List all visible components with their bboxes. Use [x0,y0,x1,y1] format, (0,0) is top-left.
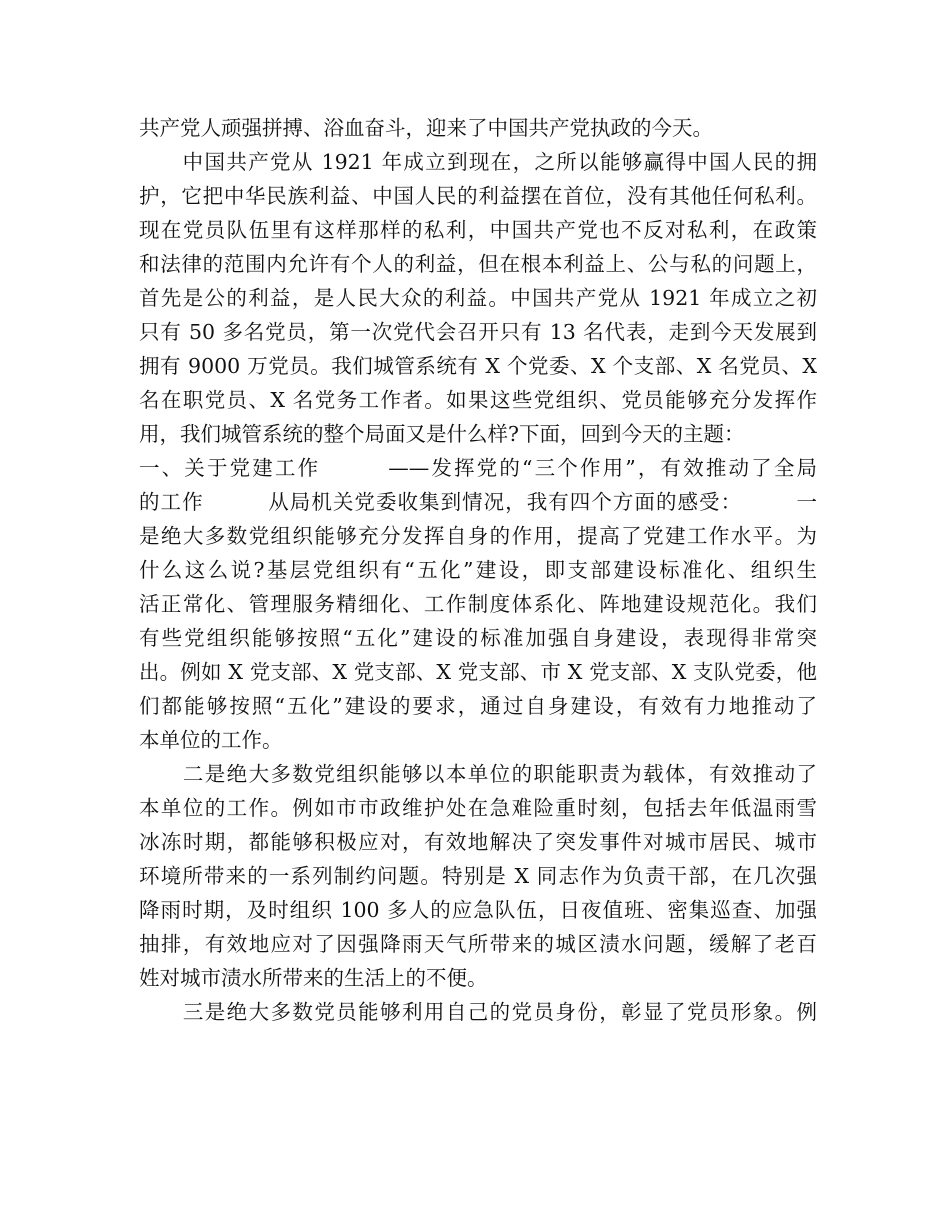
document-body [139,111,817,1029]
text-line: 首先是公的利益，是人民大众的利益。中国共产党从 1921 年成立之初 [139,286,817,310]
text-line: 抽排，有效地应对了因强降雨天气所带来的城区渍水问题，缓解了老百 [139,932,817,956]
text-line: 本单位的工作。例如市市政维护处在急难险重时刻，包括去年低温雨雪 [139,796,817,820]
text-line: 有些党组织能够按照“五化”建设的标准加强自身建设，表现得非常突 [139,626,817,650]
text-line: 只有 50 多名党员，第一次党代会召开只有 13 名代表，走到今天发展到 [139,320,817,344]
text-line: 二是绝大多数党组织能够以本单位的职能职责为载体，有效推动了 [139,762,817,786]
text-line: 出。例如 X 党支部、X 党支部、X 党支部、市 X 党支部、X 支队党委，他 [139,660,817,684]
text-line: 降雨时期，及时组织 100 多人的应急队伍，日夜值班、密集巡查、加强 [139,898,817,922]
text-line: 的工作 从局机关党委收集到情况，我有四个方面的感受： 一 [139,490,817,514]
text-line: 冰冻时期，都能够积极应对，有效地解决了突发事件对城市居民、城市 [139,830,817,854]
text-line: 活正常化、管理服务精细化、工作制度体系化、阵地建设规范化。我们 [139,592,817,616]
text-line: 名在职党员、X 名党务工作者。如果这些党组织、党员能够充分发挥作 [139,388,817,412]
text-line: 们都能够按照“五化”建设的要求，通过自身建设，有效有力地推动了 [139,694,817,718]
text-line: 共产党人顽强拼搏、浴血奋斗，迎来了中国共产党执政的今天。 [139,116,713,140]
text-line: 中国共产党从 1921 年成立到现在，之所以能够赢得中国人民的拥 [139,150,817,174]
text-line: 拥有 9000 万党员。我们城管系统有 X 个党委、X 个支部、X 名党员、X [139,354,817,378]
text-line: 现在党员队伍里有这样那样的私利，中国共产党也不反对私利，在政策 [139,218,817,242]
text-line: 什么这么说?基层党组织有“五化”建设，即支部建设标准化、组织生 [139,558,817,582]
text-line: 一、关于党建工作 ——发挥党的“三个作用”，有效推动了全局 [139,456,817,480]
text-line: 用，我们城管系统的整个局面又是什么样?下面，回到今天的主题： [139,422,745,446]
text-line: 姓对城市渍水所带来的生活上的不便。 [139,966,488,990]
text-line: 本单位的工作。 [139,728,283,752]
text-line: 和法律的范围内允许有个人的利益，但在根本利益上、公与私的问题上， [139,252,817,276]
text-line: 是绝大多数党组织能够充分发挥自身的作用，提高了党建工作水平。为 [139,524,817,548]
text-line: 三是绝大多数党员能够利用自己的党员身份，彰显了党员形象。例 [139,1000,817,1024]
text-line: 护，它把中华民族利益、中国人民的利益摆在首位，没有其他任何私利。 [139,184,817,208]
text-line: 环境所带来的一系列制约问题。特别是 X 同志作为负责干部，在几次强 [139,864,817,888]
